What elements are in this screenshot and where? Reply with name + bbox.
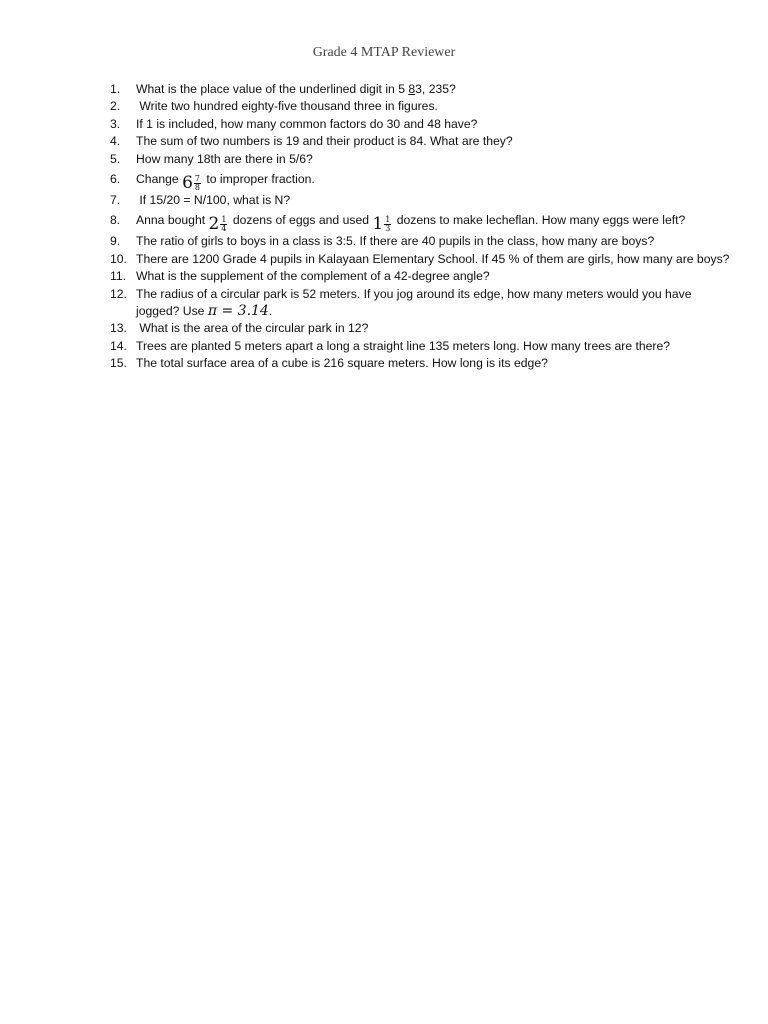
question-text: The ratio of girls to boys in a class is 3:5. If there are 40 pupils in the class, how many are boys? (136, 234, 655, 249)
mixed-number (182, 175, 203, 192)
question-item-5 (110, 151, 730, 168)
question-text: Write two hundred eighty-five thousand three in figures. (136, 99, 438, 114)
question-text-part: dozens of eggs and used (229, 213, 373, 228)
question-number: 12. (110, 286, 127, 301)
mixed-number-whole: 1 (372, 214, 384, 235)
question-item-8 (110, 209, 730, 233)
fraction-denominator: 8 (194, 183, 200, 193)
question-text-part: . (268, 304, 273, 319)
question-text-part: to improper fraction. (203, 172, 315, 187)
math-expression: π = 3.14 (207, 303, 269, 320)
question-item-4 (110, 133, 730, 150)
question-item-3 (110, 116, 730, 133)
question-text-part: The radius of a circular park is 52 meters. If you jog around its edge, how many meters would you have jogged? Use (136, 286, 692, 319)
question-number: 3. (110, 116, 121, 131)
question-item-14 (110, 338, 730, 355)
question-text-part: What is the place value of the underlined digit in 5 (136, 82, 409, 96)
question-item-6 (110, 168, 730, 192)
question-number: 5. (110, 151, 121, 166)
mixed-number (372, 216, 393, 233)
question-text: The total surface area of a cube is 216 square meters. How long is its edge? (136, 356, 548, 371)
document-title: Grade 4 MTAP Reviewer (312, 45, 456, 60)
question-number: 9. (110, 234, 121, 249)
question-text (136, 209, 730, 233)
question-text-part: 3, 235? (415, 82, 456, 96)
question-number: 13. (110, 321, 127, 336)
question-item-13 (110, 320, 730, 337)
fraction (220, 216, 227, 233)
mixed-number-whole: 2 (208, 214, 220, 235)
fraction (194, 175, 201, 192)
question-item-2 (110, 98, 730, 115)
fraction-numerator: 7 (194, 174, 200, 184)
mixed-number-whole: 6 (182, 173, 193, 194)
question-text-part: Change (136, 172, 183, 187)
question-item-15 (110, 355, 730, 372)
question-text: If 1 is included, how many common factors do 30 and 48 have? (136, 116, 478, 131)
question-text (136, 286, 730, 321)
fraction-denominator: 3 (385, 224, 391, 234)
question-number: 8. (110, 213, 121, 228)
question-text (136, 81, 730, 98)
question-number: 11. (110, 269, 127, 284)
question-text: There are 1200 Grade 4 pupils in Kalayaan Elementary School. If 45 % of them are girls, how many are boys? (136, 251, 730, 266)
question-item-11 (110, 268, 730, 285)
fraction-numerator: 1 (221, 215, 227, 225)
question-number: 6. (110, 172, 121, 187)
question-number: 2. (110, 99, 121, 114)
question-number: 1. (110, 82, 121, 96)
question-text (136, 168, 730, 192)
question-number: 7. (110, 193, 121, 208)
fraction (384, 216, 391, 233)
question-item-12 (110, 286, 730, 321)
question-item-7 (110, 192, 730, 209)
question-text-part: dozens to make lecheflan. How many eggs were left? (393, 213, 686, 228)
fraction-denominator: 4 (221, 224, 227, 234)
underlined-digit: 8 (408, 82, 416, 96)
question-text: If 15/20 = N/100, what is N? (136, 193, 291, 208)
question-text: How many 18th are there in 5/6? (136, 151, 313, 166)
question-text: Trees are planted 5 meters apart a long a straight line 135 meters long. How many trees are there? (136, 338, 671, 353)
question-item-10 (110, 251, 730, 268)
question-number: 4. (110, 134, 121, 149)
fraction-numerator: 1 (385, 215, 391, 225)
question-number: 10. (110, 251, 127, 266)
question-text: The sum of two numbers is 19 and their product is 84. What are they? (136, 134, 513, 149)
question-number: 15. (110, 356, 127, 371)
question-number: 14. (110, 338, 127, 353)
question-item-1 (110, 81, 730, 98)
question-item-9 (110, 233, 730, 250)
question-text: What is the area of the circular park in 12? (136, 321, 369, 336)
question-list (110, 81, 730, 373)
question-text: What is the supplement of the complement of a 42-degree angle? (136, 269, 490, 284)
question-text-part: Anna bought (136, 213, 209, 228)
mixed-number (209, 216, 230, 233)
